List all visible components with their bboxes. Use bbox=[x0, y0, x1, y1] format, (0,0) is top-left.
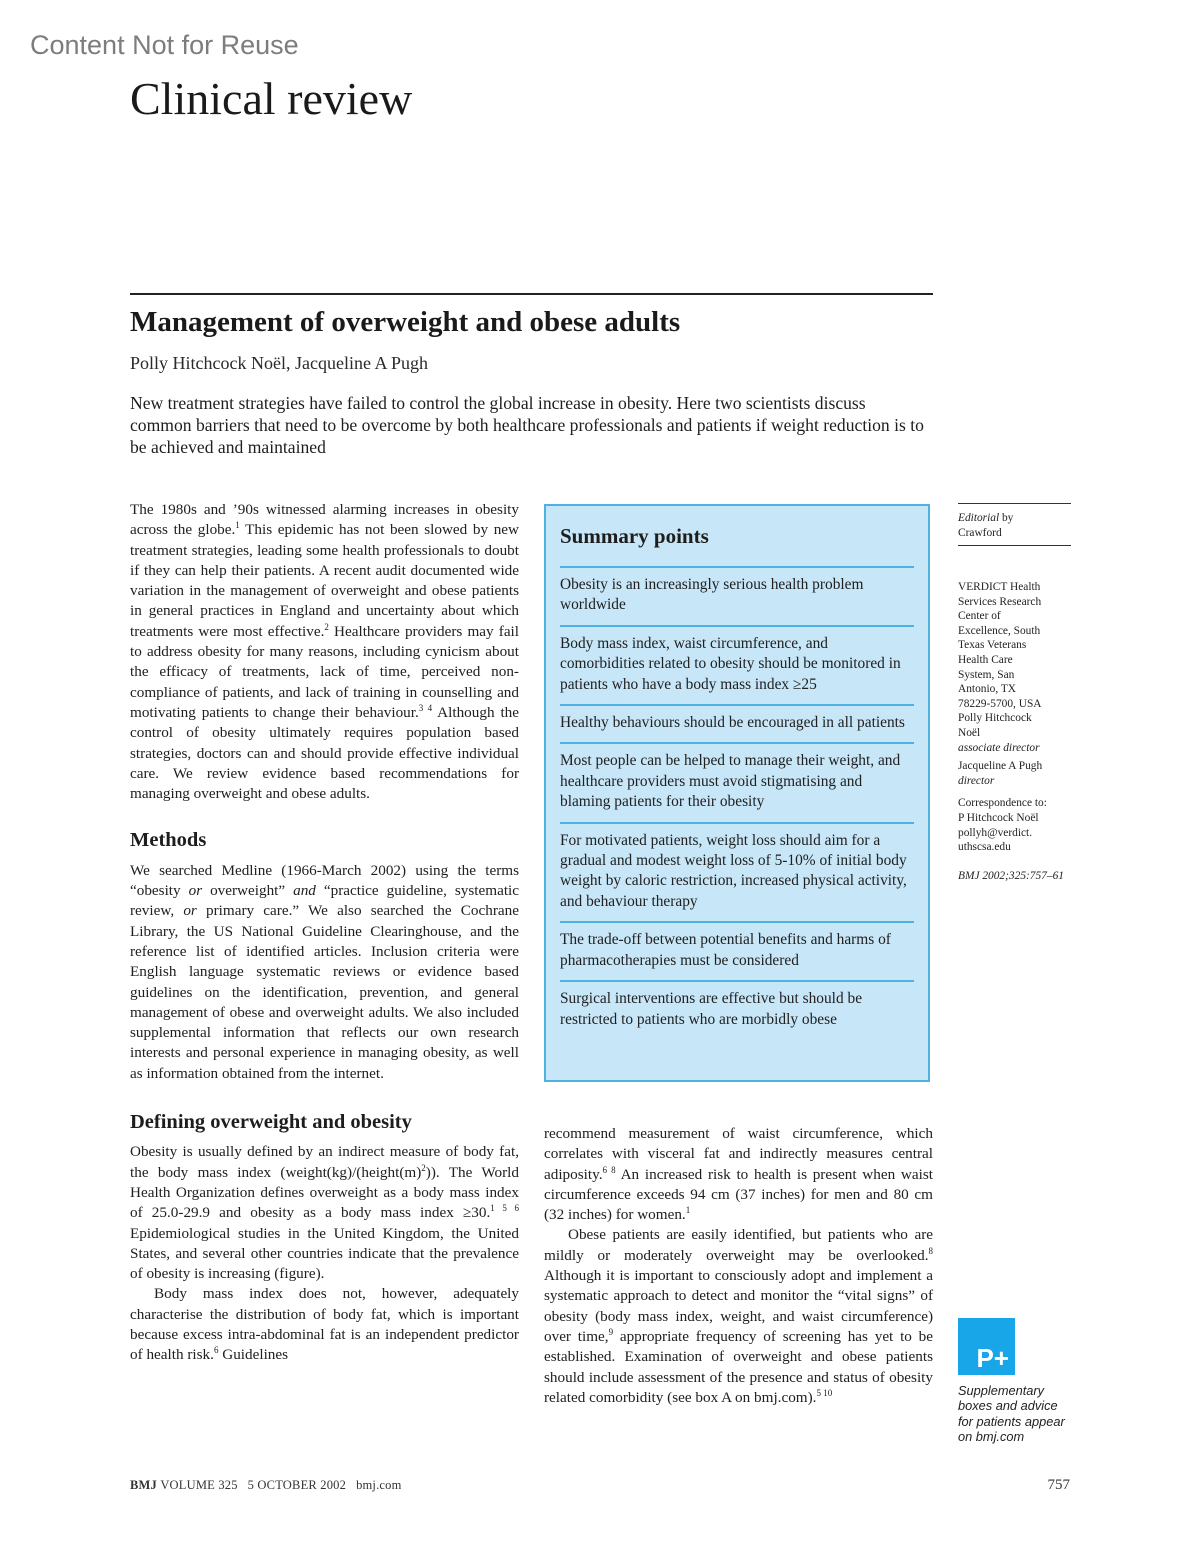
page-number: 757 bbox=[1047, 1477, 1070, 1493]
article-title: Management of overweight and obese adults bbox=[130, 306, 681, 338]
summary-point: Healthy behaviours should be encouraged in all patients bbox=[560, 704, 914, 742]
author2-name: Jacqueline A Pugh bbox=[958, 760, 1043, 773]
editorial-note: Editorial by Crawford bbox=[958, 512, 1014, 539]
summary-point: For motivated patients, weight loss should aim for a gradual and modest weight loss of 5-10% of initial body weight by caloric restriction, increased physical activity, and behaviour therapy bbox=[560, 822, 914, 922]
author1-name: Polly Hitchcock bbox=[958, 712, 1032, 725]
screening-paragraph: Obese patients are easily identified, but patients who are mildly or moderately overweight may be overlooked.$^8$ Although it is important to consciously adopt and implement a systematic approach to detect and monitor the “vital signs” of obesity (body mass index, weight, and waist circumference) over time,$^9$ appropriate frequency of screening has yet to be established. Examination of overweight and obese patients should include assessment of the presence and status of obesity related comorbidity (see box A on bmj.com).$^{5 10}$ bbox=[544, 1226, 933, 1406]
summary-heading: Summary points bbox=[560, 524, 709, 548]
article-standfirst: New treatment strategies have failed to control the global increase in obesity. Here two scientists discuss common barriers that need to be overcome by both healthcare professionals and patients if weight reduction is to be achieved and maintained bbox=[130, 393, 924, 457]
methods-paragraph: We searched Medline (1966-March 2002) using the terms “obesity or overweight” and “practice guideline, systematic review, or primary care.” We also searched the Cochrane Library, the US National Guideline Clearinghouse, and the reference list of identified articles. Inclusion criteria were English language systematic reviews or evidence based guidelines on the identification, prevention, and general management of obese and overweight adults. We also included supplemental information that reflects our own research interests and personal experience in managing obesity, as well as information obtained from the internet. bbox=[130, 861, 520, 1082]
sidebar-rule-bottom bbox=[958, 545, 1071, 546]
page-footer: BMJ VOLUME 325 5 OCTOBER 2002 bmj.com bbox=[130, 1478, 402, 1492]
waist-paragraph: recommend measurement of waist circumference, which correlates with visceral fat and indirectly measures central adiposity.$^{6 8}$ An increased risk to health is present when waist circumference exceeds 94 cm (37 inches) for men and 80 cm (32 inches) for women.$^1$ bbox=[544, 1125, 933, 1224]
summary-points-box bbox=[544, 504, 930, 1082]
defining-heading: Defining overweight and obesity bbox=[130, 1111, 412, 1134]
defining-paragraph-1: Obesity is usually defined by an indirect measure of body fat, the body mass index $(weight(kg)/(height(m)^2))$. The World Health Organization defines overweight as a body mass index of 25.0-29.9 and obesity as a body mass index ≥30.$^{1 5 6}$ Epidemiological studies in the United Kingdom, the United States, and several other countries indicate that the prevalence of obesity is increasing (figure). bbox=[130, 1143, 519, 1283]
summary-point: Most people can be helped to manage their weight, and healthcare providers must avoid stigmatising and blaming patients for their obesity bbox=[560, 742, 914, 821]
article-authors: Polly Hitchcock Noël, Jacqueline A Pugh bbox=[130, 353, 428, 373]
author2-role: director bbox=[958, 774, 995, 787]
correspondence-email: pollyh@verdict. bbox=[958, 826, 1033, 839]
intro-paragraph: The 1980s and ’90s witnessed alarming increases in obesity across the globe.$^1$ This epidemic has not been slowed by new treatment strategies, leading some health professionals to doubt if they can help their patients. A recent audit documented wide variation in the management of overweight and obese patients in general practices in England and uncertainty about which treatments were most effective.$^2$ Healthcare providers may fail to address obesity for many reasons, including cynicism about the efficacy of treatments, lack of time, perceived non-compliance of patients, and lack of training in counselling and motivating patients to change their behaviour.$^{3 4}$ Although the control of obesity ultimately requires population based strategies, doctors can and should provide effective individual care. We review evidence based recommendations for managing overweight and obese adults. bbox=[130, 501, 519, 803]
summary-point: The trade-off between potential benefits and harms of pharmacotherapies must be considered bbox=[560, 921, 914, 980]
title-rule bbox=[130, 293, 933, 295]
summary-point: Obesity is an increasingly serious health problem worldwide bbox=[560, 566, 914, 625]
summary-list bbox=[560, 566, 914, 1039]
sidebar-rule-top bbox=[958, 503, 1071, 504]
body-column-left bbox=[130, 500, 519, 1366]
author1-role: associate director bbox=[958, 741, 1040, 754]
citation: BMJ 2002;325:757–61 bbox=[958, 869, 1064, 882]
watermark: Content Not for Reuse bbox=[30, 30, 299, 60]
pplus-caption: Supplementary boxes and advice for patients appear on bmj.com bbox=[958, 1383, 1065, 1445]
pplus-logo: P+ bbox=[958, 1318, 1015, 1375]
summary-point: Body mass index, waist circumference, and comorbidities related to obesity should be monitored in patients who have a body mass index ≥25 bbox=[560, 625, 914, 704]
defining-paragraph-2: Body mass index does not, however, adequately characterise the distribution of body fat, which is important because excess intra-abdominal fat is an independent predictor of health risk.$^6$ Guidelines bbox=[130, 1285, 519, 1364]
author-affiliation: VERDICT Health Services Research Center of Excellence, South Texas Veterans Health Care System, San Antonio, TX 78229-5700, USA Polly Hitchcock Noël associate director Jacqueline A Pugh director Correspondence to: P Hitchcock Noël pollyh@verdict. uthscsa.edu BMJ 2002;325:757–61 bbox=[958, 580, 1072, 883]
body-column-right bbox=[544, 1124, 933, 1408]
section-title: Clinical review bbox=[130, 73, 413, 124]
methods-heading: Methods bbox=[130, 829, 207, 852]
summary-point: Surgical interventions are effective but should be restricted to patients who are morbidly obese bbox=[560, 980, 914, 1039]
